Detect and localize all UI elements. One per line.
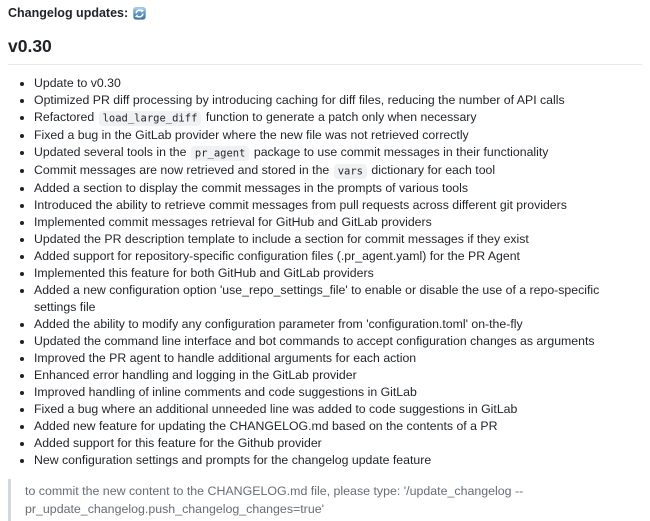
note-line: pr_update_changelog.push_changelog_changes=true' [25, 502, 324, 516]
changelog-item: • Introduced the ability to retrieve commit messages from pull requests across different git providers [34, 197, 642, 214]
changelog-header-label: Changelog updates: [8, 6, 129, 20]
changelog-item: • Added a new configuration option 'use_repo_settings_file' to enable or disable the use of a repo-specific settings file [34, 282, 642, 316]
commit-instruction-note [8, 479, 642, 521]
changelog-item: • Update to v0.30 [34, 75, 642, 92]
changelog-item: • Added a section to display the commit messages in the prompts of various tools [34, 180, 642, 197]
changelog-item: • Updated the command line interface and bot commands to accept configuration changes as arguments [34, 333, 642, 350]
refresh-arrows-icon [133, 7, 146, 20]
changelog-item: • Implemented this feature for both GitHub and GitLab providers [34, 265, 642, 282]
changelog-item: • Updated several tools in the pr_agent package to use commit messages in their functionality [34, 144, 642, 162]
changelog-list [8, 75, 642, 469]
changelog-header [8, 4, 642, 20]
inline-code: pr_agent [191, 146, 250, 161]
changelog-item: • Improved handling of inline comments and code suggestions in GitLab [34, 384, 642, 401]
changelog-item: • Fixed a bug where an additional unneeded line was added to code suggestions in GitLab [34, 401, 642, 418]
changelog-item: • Refactored load_large_diff function to generate a patch only when necessary [34, 109, 642, 127]
changelog-item: • Fixed a bug in the GitLab provider where the new file was not retrieved correctly [34, 127, 642, 144]
changelog-item: • Improved the PR agent to handle additional arguments for each action [34, 350, 642, 367]
changelog-item: • Updated the PR description template to include a section for commit messages if they exist [34, 231, 642, 248]
changelog-item: • Added support for repository-specific configuration files (.pr_agent.yaml) for the PR Agent [34, 248, 642, 265]
changelog-item: • Implemented commit messages retrieval for GitHub and GitLab providers [34, 214, 642, 231]
inline-code: load_large_diff [99, 111, 202, 126]
changelog-item: • Optimized PR diff processing by introducing caching for diff files, reducing the number of API calls [34, 92, 642, 109]
note-line: to commit the new content to the CHANGELOG.md file, please type: '/update_changelog -- [25, 484, 524, 498]
version-heading: v0.30 [8, 36, 642, 65]
inline-code: vars [334, 164, 367, 179]
changelog-item: • Added the ability to modify any configuration parameter from 'configuration.toml' on-the-fly [34, 316, 642, 333]
changelog-item: • Added new feature for updating the CHANGELOG.md based on the contents of a PR [34, 418, 642, 435]
changelog-item: • Enhanced error handling and logging in the GitLab provider [34, 367, 642, 384]
changelog-item: • Added support for this feature for the Github provider [34, 435, 642, 452]
changelog-item: • New configuration settings and prompts for the changelog update feature [34, 452, 642, 469]
changelog-item: • Commit messages are now retrieved and stored in the vars dictionary for each tool [34, 162, 642, 180]
